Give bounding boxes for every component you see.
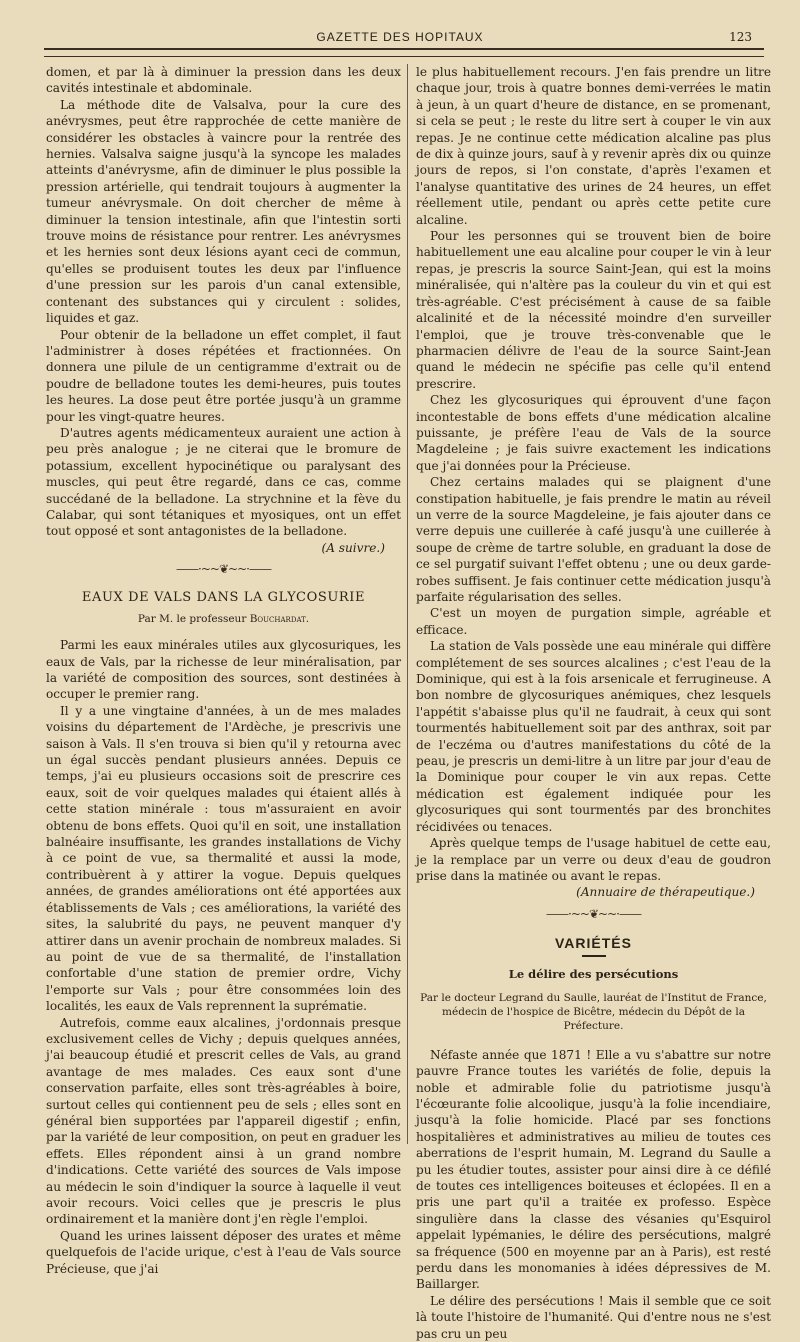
paragraph: Chez certains malades qui se plaignent d'une constipation habituelle, je fais prendre le matin au réveil un verre de la source Magdeleine, je fais ajouter dans ce verre depuis une cuillerée à café jusqu'à une cuillerée à soupe de crème de tartre soluble, en graduant la dose de ce sel purgatif suivant l'effet obtenu ; une ou deux garde-robes suffisent. Je fais continuer cette médication jusqu'à parfaite régularisation des selles. — [416, 475, 771, 604]
paragraph: Chez les glycosuriques qui éprouvent d'une façon incontestable de bons effets d'une médication alcaline puissante, je préfère l'eau de Vals de la source Magdeleine ; je fais suivre exactement les indications que j'ai données pour la Précieuse. — [416, 393, 771, 473]
paragraph: La station de Vals possède une eau minérale qui diffère complétement de ses sources alcalines ; c'est l'eau de la Dominique, qui est à la fois arsenicale et ferrugineuse. A bon nombre de glycosuriques anémiques, chez lesquels l'appétit s'abaisse plus qu'il ne faudrait, à ceux qui sont tourmentés habituellement soit par des anthrax, soit par de l'eczéma ou d'autres manifestations du côté de la peau, je prescris un demi-litre à un litre par jour d'eau de la Dominique pour couper le vin aux repas. Cette médication est également indiquée pour les glycosuriques qui sont tourmentés par des bronchites récidivées ou tenaces. — [416, 639, 771, 834]
page-number: 123 — [729, 30, 752, 44]
paragraph: Quand les urines laissent déposer des urates et même quelquefois de l'acide urique, c'est à l'eau de Vals source Précieuse, que j'ai — [46, 1228, 401, 1276]
paragraph: D'autres agents médicamenteux auraient une action à peu près analogue ; je ne citerai que le bromure de potassium, excellent hypocinétique ou paralysant des muscles, qui peut être regardé, dans ce cas, comme succédané de la belladone. La strychnine et la fève du Calabar, qui sont tétaniques et myosiques, ont un effet tout opposé et sont antagonistes de la belladone. — [46, 425, 401, 539]
paragraph: Autrefois, comme eaux alcalines, j'ordonnais presque exclusivement celles de Vichy ; depuis quelques années, j'ai beaucoup étudié et prescrit celles de Vals, au grand avantage de mes malades. Ces eaux sont d'une conservation parfaite, elles sont très-agréables à boire, surtout celles qui contiennent peu de sels ; elles sont en général bien supportées par l'appareil digestif ; enfin, par la variété de leur composition, on peut en graduer les effets. Elles répondent ainsi à un grand nombre d'indications. Cette variété des sources de Vals impose au médecin le soin d'indiquer la source à laquelle il veut avoir recours. Voici celles que je prescris le plus ordinairement et la manière dont j'en règle l'emploi. — [46, 1015, 401, 1227]
byline-author: Bouchardat. — [249, 613, 310, 626]
to-be-continued-note: (A suivre.) — [321, 540, 385, 555]
column-divider — [407, 64, 408, 1144]
article-byline — [46, 613, 401, 625]
right-column — [416, 64, 771, 1342]
paragraph: domen, et par là à diminuer la pression dans les deux cavités intestinale et abdominale. — [46, 65, 401, 96]
section-heading: VARIÉTÉS — [555, 934, 632, 951]
ornament-divider: ——·~~❦~~·—— — [176, 562, 271, 577]
paragraph: La méthode dite de Valsalva, pour la cure des anévrysmes, peut être rapprochée de cette manière de considérer les obstacles à vaincre pour la rentrée des hernies. Valsalva saigne jusqu'à la syncope les malades atteints d'anévrysme, afin de diminuer le plus possible la pression artérielle, qui tendrait toujours à augmenter la tumeur anévrysmale. On doit chercher de même à diminuer la tension intestinale, afin que l'intestin sorti trouve moins de résistance pour rentrer. Les anévrysmes et les hernies sont deux lésions ayant ceci de commun, qu'elles se produisent toutes les deux par l'influence d'une pression sur les parois d'un canal extensible, contenant des substances qui y circulent : solides, liquides et gaz. — [46, 97, 401, 326]
paragraph: Parmi les eaux minérales utiles aux glycosuriques, les eaux de Vals, par la richesse de leur minéralisation, par la variété de composition des sources, sont destinées à occuper le premier rang. — [46, 638, 401, 702]
paragraph: Pour les personnes qui se trouvent bien de boire habituellement une eau alcaline pour couper le vin à leur repas, je prescris la source Saint-Jean, qui est la moins minéralisée, qui n'altère pas la couleur du vin et qui est très-agréable. C'est précisément à cause de sa faible alcalinité et de la nécessité moindre d'en surveiller l'emploi, que je trouve très-convenable que le pharmacien délivre de l'eau de la source Saint-Jean quand le médecin ne spécifie pas celle qu'il entend prescrire. — [416, 229, 771, 391]
byline-prefix: Par M. le professeur — [137, 613, 247, 626]
running-title: GAZETTE DES HOPITAUX — [316, 30, 484, 44]
header-rule — [44, 48, 764, 57]
paragraph: Le délire des persécutions ! Mais il semble que ce soit là toute l'histoire de l'humanité. Qui d'entre nous ne s'est pas cru un peu — [416, 1293, 771, 1341]
page-header — [40, 30, 760, 50]
left-column — [46, 64, 401, 1277]
article-title: EAUX DE VALS DANS LA GLYCOSURIE — [81, 590, 366, 606]
paragraph: Après quelque temps de l'usage habituel de cette eau, je la remplace par un verre ou deux d'eau de goudron prise dans la matinée ou avant le repas. — [416, 836, 771, 883]
paragraph: Pour obtenir de la belladone un effet complet, il faut l'administrer à doses répétées et fractionnées. On donnera une pilule de un centigramme d'extrait ou de poudre de belladone toutes les demi-heures, puis toutes les heures. La dose peut être portée jusqu'à un gramme pour les vingt-quatre heures. — [46, 327, 401, 424]
short-rule — [582, 955, 606, 957]
source-note: (Annuaire de thérapeutique.) — [576, 885, 755, 900]
paragraph: Il y a une vingtaine d'années, à un de mes malades voisins du département de l'Ardèche, je prescrivis une saison à Vals. Il s'en trouva si bien qu'il y retourna avec un égal succès pendant plusieurs années. Depuis ce temps, j'ai eu plusieurs occasions soit de prescrire ces eaux, soit de voir quelques malades qui étaient allés à cette station minérale : tous m'assuraient en avoir obtenu de bons effets. Quoi qu'il en soit, une installation balnéaire insuffisante, les grandes installations de Vichy à ce point de vue, sa thermalité et aussi la mode, contribuèrent à y attirer la vogue. Depuis quelques années, de grandes améliorations ont été apportées aux établissements de Vals ; ces améliorations, la variété des sites, la salubrité du pays, ne peuvent manquer d'y attirer dans un avenir prochain de nombreux malades. Si au point de vue de sa thermalité, de l'installation confortable d'une station de premier ordre, Vichy l'emporte sur Vals ; pour être consommées loin des localités, les eaux de Vals reprennent la suprématie. — [46, 703, 401, 1014]
article-byline: Par le docteur Legrand du Saulle, lauréat de l'Institut de France, médecin de l'hospice de Bicêtre, médecin du Dépôt de la Préfecture. — [420, 991, 767, 1032]
paragraph: C'est un moyen de purgation simple, agréable et efficace. — [416, 606, 771, 637]
paragraph: Néfaste année que 1871 ! Elle a vu s'abattre sur notre pauvre France toutes les variétés de folie, depuis la noble et admirable folie du patriotisme jusqu'à l'écœurante folie alcoolique, jusqu'à la folie incendiaire, jusqu'à la folie homicide. Placé par ses fonctions hospitalières et administratives au milieu de toutes ces aberrations de l'esprit humain, M. Legrand du Saulle a pu les étudier toutes, assister pour ainsi dire à ce défilé de toutes ces intelligences boiteuses et éclopées. Il en a pris une part qu'il a traitée ex professo. Espèce singulière dans la classe des vésanies qu'Esquirol appelait lypémanies, le délire des persécutions, malgré sa fréquence (500 en moyenne par an à Paris), est resté perdu dans les monomanies à idées dépressives de M. Baillarger. — [416, 1047, 771, 1292]
ornament-divider: ——·~~❦~~·—— — [546, 906, 641, 921]
paragraph: le plus habituellement recours. J'en fais prendre un litre chaque jour, trois à quatre bonnes demi-verrées le matin à jeun, à un quart d'heure de distance, en se promenant, si cela se peut ; le reste du litre sert à couper le vin aux repas. Je ne continue cette médication alcaline pas plus de dix à quinze jours, sauf à y revenir après dix ou quinze jours de repos, si l'on constate, d'après l'examen et l'analyse quantitative des urines de 24 heures, un effet réellement utile, pendant ou après cette petite cure alcaline. — [416, 65, 771, 227]
article-subtitle: Le délire des persécutions — [508, 966, 679, 981]
